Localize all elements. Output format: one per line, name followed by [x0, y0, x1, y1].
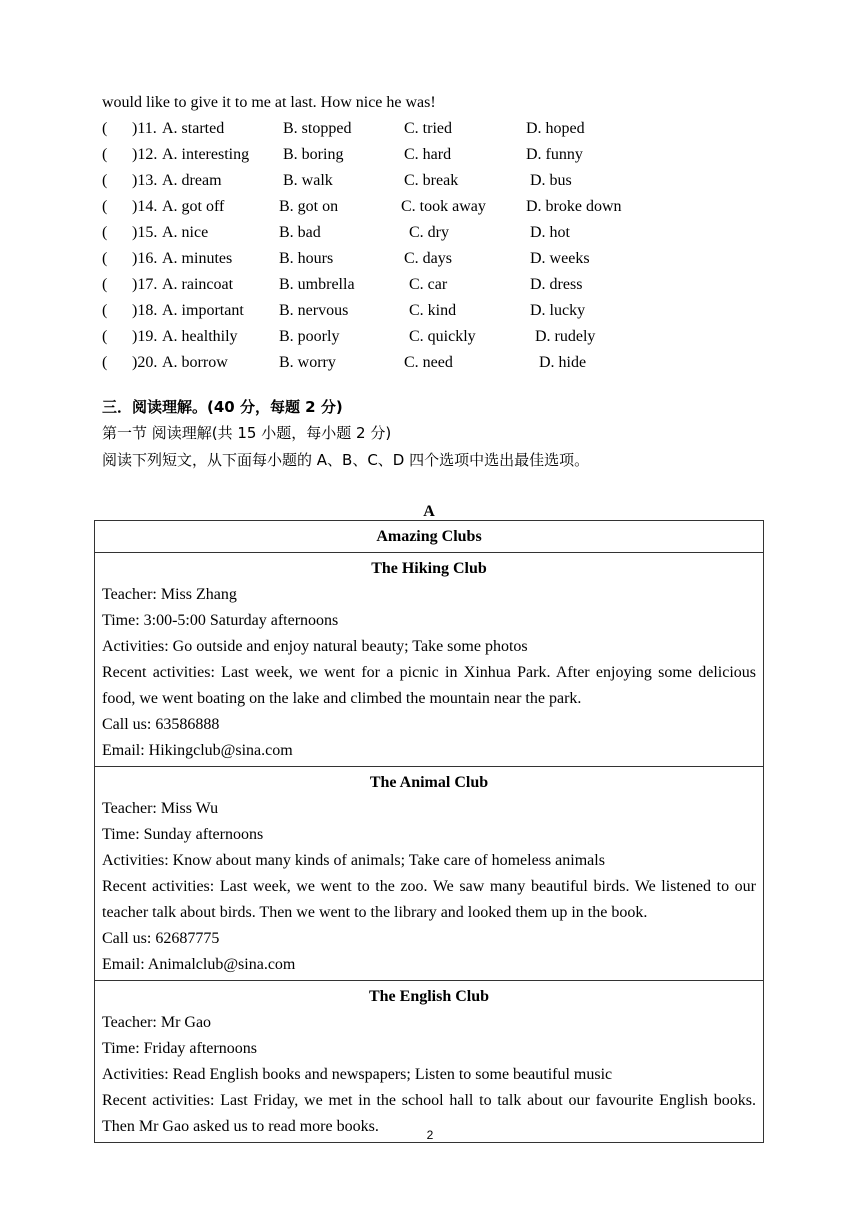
question-number: )12. [132, 146, 158, 163]
option-c: C. tried [404, 120, 452, 137]
club-activities: Activities: Go outside and enjoy natural beauty; Take some photos [102, 638, 528, 655]
club-activities: Activities: Read English books and newspapers; Listen to some beautiful music [102, 1066, 613, 1083]
option-a: A. got off [162, 198, 225, 215]
question-row [102, 327, 702, 347]
option-b: B. boring [283, 146, 344, 163]
option-d: D. hot [530, 224, 570, 241]
question-row [102, 301, 702, 321]
question-number: )11. [132, 120, 157, 137]
club-phone: Call us: 62687775 [102, 930, 220, 947]
club-name: The Animal Club [369, 774, 489, 791]
club-teacher: Teacher: Miss Zhang [102, 586, 237, 603]
option-b: B. got on [279, 198, 339, 215]
option-b: B. stopped [283, 120, 352, 137]
option-b: B. nervous [279, 302, 349, 319]
answer-blank: ( [102, 120, 108, 137]
club-recent-activities: Recent activities: Last Friday, we met in the school hall to talk about our favourite English books. Then Mr Gao asked us to read more books. [102, 1092, 756, 1135]
question-row [102, 275, 702, 295]
club-recent-activities: Recent activities: Last week, we went for a picnic in Xinhua Park. After enjoying some delicious food, we went boating on the lake and climbed the mountain near the park. [102, 664, 756, 707]
option-b: B. bad [279, 224, 321, 241]
section-subtitle: 第一节 阅读理解(共 15 小题，每小题 2 分) [102, 424, 392, 442]
club-row-english [95, 981, 764, 1143]
answer-blank: ( [102, 328, 108, 345]
club-time: Time: Sunday afternoons [102, 826, 264, 843]
question-row [102, 119, 702, 139]
page-number: 2 [426, 1128, 434, 1142]
option-d: D. hide [539, 354, 587, 371]
club-email: Email: Animalclub@sina.com [102, 956, 296, 973]
club-time: Time: 3:00-5:00 Saturday afternoons [102, 612, 339, 629]
option-c: C. need [404, 354, 453, 371]
option-a: A. raincoat [162, 276, 234, 293]
option-c: C. quickly [409, 328, 476, 345]
option-d: D. funny [526, 146, 583, 163]
option-d: D. rudely [535, 328, 596, 345]
question-number: )15. [132, 224, 158, 241]
answer-blank: ( [102, 198, 108, 215]
option-c: C. kind [409, 302, 457, 319]
option-a: A. borrow [162, 354, 228, 371]
option-d: D. weeks [530, 250, 590, 267]
option-a: A. minutes [162, 250, 233, 267]
option-d: D. bus [530, 172, 572, 189]
option-a: A. interesting [162, 146, 250, 163]
club-row-hiking [95, 553, 764, 767]
club-cell [95, 767, 764, 981]
option-c: C. hard [404, 146, 452, 163]
option-b: B. walk [283, 172, 333, 189]
question-number: )19. [132, 328, 158, 345]
table-title-row [95, 521, 764, 553]
question-number: )18. [132, 302, 158, 319]
option-c: C. dry [409, 224, 449, 241]
option-a: A. important [162, 302, 244, 319]
answer-blank: ( [102, 224, 108, 241]
option-a: A. dream [162, 172, 222, 189]
club-cell [95, 553, 764, 767]
option-c: C. car [409, 276, 448, 293]
option-c: C. days [404, 250, 452, 267]
question-number: )13. [132, 172, 158, 189]
option-b: B. umbrella [279, 276, 355, 293]
question-row [102, 145, 702, 165]
option-b: B. worry [279, 354, 336, 371]
answer-blank: ( [102, 302, 108, 319]
passage-closing-line: would like to give it to me at last. How nice he was! [102, 94, 436, 111]
option-d: D. lucky [530, 302, 586, 319]
question-row [102, 171, 702, 191]
option-b: B. hours [279, 250, 334, 267]
club-recent-activities: Recent activities: Last week, we went to the zoo. We saw many beautiful birds. We listened to our teacher talk about birds. Then we went to the library and looked them up in the book. [102, 878, 756, 921]
club-row-animal [95, 767, 764, 981]
club-time: Time: Friday afternoons [102, 1040, 257, 1057]
option-a: A. started [162, 120, 225, 137]
answer-blank: ( [102, 250, 108, 267]
question-number: )20. [132, 354, 158, 371]
answer-blank: ( [102, 354, 108, 371]
club-activities: Activities: Know about many kinds of animals; Take care of homeless animals [102, 852, 605, 869]
answer-blank: ( [102, 146, 108, 163]
option-b: B. poorly [279, 328, 340, 345]
section-title: 三．阅读理解。(40 分，每题 2 分) [102, 398, 343, 416]
question-number: )17. [132, 276, 158, 293]
clubs-table [94, 520, 764, 1143]
option-a: A. nice [162, 224, 209, 241]
question-number: )14. [132, 198, 158, 215]
option-a: A. healthily [162, 328, 238, 345]
option-d: D. broke down [526, 198, 622, 215]
question-row [102, 197, 702, 217]
passage-label: A [423, 503, 435, 520]
option-d: D. dress [530, 276, 583, 293]
answer-blank: ( [102, 276, 108, 293]
question-row [102, 249, 702, 269]
option-c: C. break [404, 172, 459, 189]
club-name: The English Club [368, 988, 490, 1005]
club-cell [95, 981, 764, 1143]
question-row [102, 223, 702, 243]
table-title: Amazing Clubs [95, 521, 764, 553]
option-d: D. hoped [526, 120, 585, 137]
club-email: Email: Hikingclub@sina.com [102, 742, 293, 759]
club-phone: Call us: 63586888 [102, 716, 220, 733]
club-teacher: Teacher: Miss Wu [102, 800, 219, 817]
answer-blank: ( [102, 172, 108, 189]
club-name: The Hiking Club [371, 560, 487, 577]
club-teacher: Teacher: Mr Gao [102, 1014, 212, 1031]
section-instruction: 阅读下列短文，从下面每小题的 A、B、C、D 四个选项中选出最佳选项。 [102, 451, 590, 469]
option-c: C. took away [401, 198, 486, 215]
question-row [102, 353, 702, 373]
question-number: )16. [132, 250, 158, 267]
